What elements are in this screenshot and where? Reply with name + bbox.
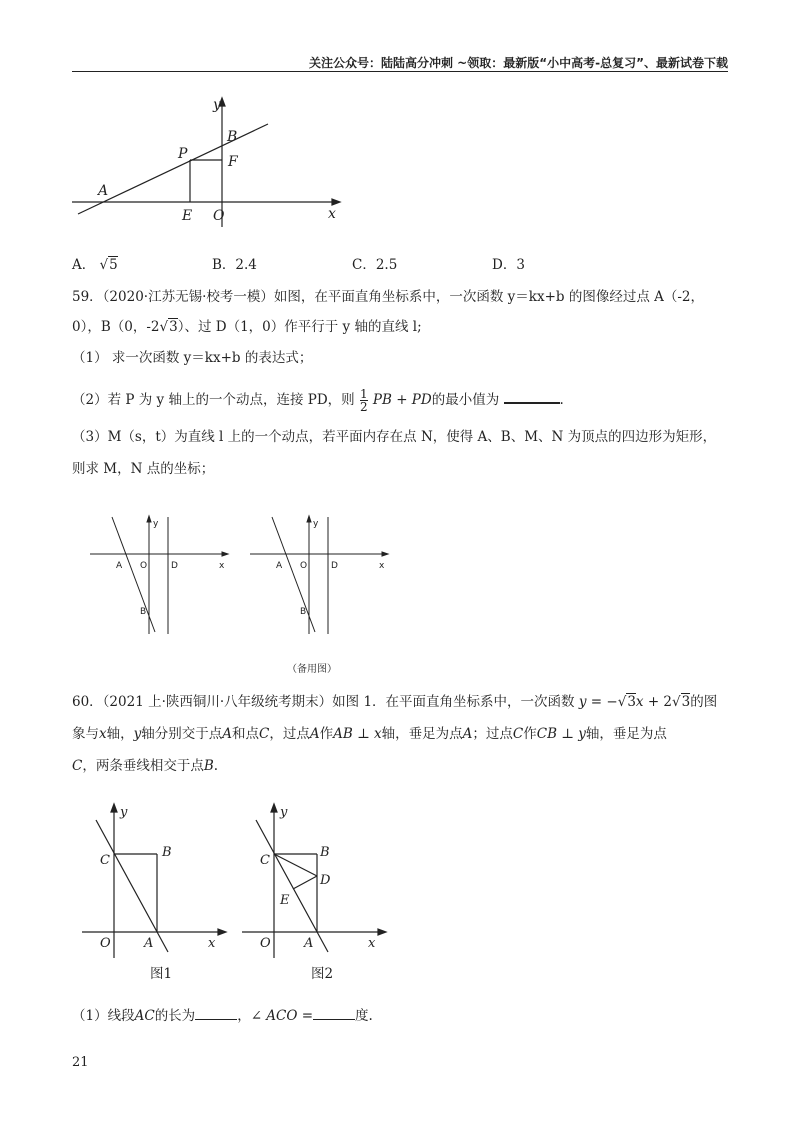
svg-text:C: C — [100, 853, 110, 868]
q59-part3-line1: （3）M（s，t）为直线 l 上的一个动点，若平面内存在点 N，使得 A、B、M、N 为顶点的四边形为矩形， — [72, 429, 717, 445]
q60-line1: 60．（2021 上·陕西铜川·八年级统考期末）如图 1．在平面直角坐标系中，一次函数 y = −√3x + 2√3的图 — [72, 694, 718, 710]
q59-figure-1 — [88, 512, 233, 637]
label-x: x — [328, 206, 336, 222]
q59-answer-blank — [504, 390, 560, 404]
q58-figure — [70, 92, 350, 227]
q60-line2: 象与x轴，y轴分别交于点A和点C，过点A作AB ⊥ x轴，垂足为点A；过点C作CB ⊥ y轴，垂足为点 — [72, 726, 667, 742]
option-d: D．3 — [492, 257, 525, 273]
option-a: A． √5 — [72, 257, 118, 273]
sqrt-sign: √ — [99, 257, 109, 273]
svg-text:y: y — [120, 805, 128, 820]
svg-text:x: x — [208, 936, 216, 951]
option-a-value: 5 — [109, 257, 118, 273]
svg-text:A: A — [144, 936, 154, 951]
label-f: F — [228, 154, 238, 170]
svg-text:B: B — [300, 607, 307, 617]
label-y: y — [213, 97, 221, 113]
svg-text:O: O — [140, 561, 148, 571]
svg-text:x: x — [368, 936, 376, 951]
q60-angle-blank — [313, 1007, 355, 1020]
svg-text:x: x — [219, 561, 225, 571]
svg-text:y: y — [153, 519, 159, 529]
q59-figure-2 — [248, 512, 393, 637]
svg-text:E: E — [280, 893, 290, 908]
svg-text:O: O — [260, 936, 271, 951]
q60-fig1-caption: 图1 — [150, 966, 173, 982]
svg-text:y: y — [313, 519, 319, 529]
q59-part1: （1） 求一次函数 y＝kx+b 的表达式； — [72, 350, 313, 366]
segment-ed — [293, 876, 317, 889]
svg-text:D: D — [320, 873, 331, 888]
q59-line1: 59．（2020·江苏无锡·校考一模）如图，在平面直角坐标系中，一次函数 y＝kx+b 的图像经过点 A（-2， — [72, 289, 705, 305]
q59-part2: （2）若 P 为 y 轴上的一个动点，连接 PD，则 $\frac{1}{2}$ PB + PD的最小值为 . — [72, 387, 564, 414]
x-axis-arrow — [332, 199, 340, 205]
page-number: 21 — [72, 1055, 89, 1070]
svg-text:B: B — [162, 845, 172, 860]
svg-text:x: x — [379, 561, 385, 571]
q59-line2: 0），B（0，-2√3）、过 D（1，0）作平行于 y 轴的直线 l; — [72, 319, 422, 335]
svg-text:A: A — [276, 561, 283, 571]
label-b: B — [227, 129, 238, 145]
svg-text:B: B — [140, 607, 147, 617]
line-ab — [78, 124, 268, 214]
q60-figure-2 — [240, 800, 390, 960]
svg-text:A: A — [304, 936, 314, 951]
label-o: O — [213, 208, 225, 224]
q60-fig2-caption: 图2 — [311, 966, 334, 982]
fraction-half: $\frac{1}{2}$ — [359, 387, 368, 414]
svg-text:O: O — [300, 561, 308, 571]
svg-text:D: D — [331, 561, 338, 571]
svg-text:y: y — [280, 805, 288, 820]
q59-figure-caption: （备用图） — [287, 664, 337, 675]
label-a: A — [98, 183, 109, 199]
option-b: B．2.4 — [212, 257, 257, 273]
q60-ac-blank — [195, 1007, 237, 1020]
svg-text:D: D — [171, 561, 178, 571]
q60-line3: C，两条垂线相交于点B. — [72, 758, 219, 774]
page-header: 关注公众号：陆陆高分冲刺 ~领取：最新版“小中高考-总复习”、最新试卷下载 — [309, 56, 728, 70]
q59-part3-line2: 则求 M，N 点的坐标； — [72, 461, 215, 477]
q60-figure-1 — [80, 800, 230, 960]
svg-text:C: C — [260, 853, 270, 868]
header-rule — [72, 71, 728, 72]
svg-text:B: B — [320, 845, 330, 860]
svg-text:A: A — [116, 561, 123, 571]
label-p: P — [178, 146, 188, 162]
svg-text:O: O — [100, 936, 111, 951]
label-e: E — [182, 208, 193, 224]
q60-part1: （1）线段AC的长为 ，∠ ACO = 度. — [72, 1008, 373, 1024]
option-c: C．2.5 — [352, 257, 398, 273]
